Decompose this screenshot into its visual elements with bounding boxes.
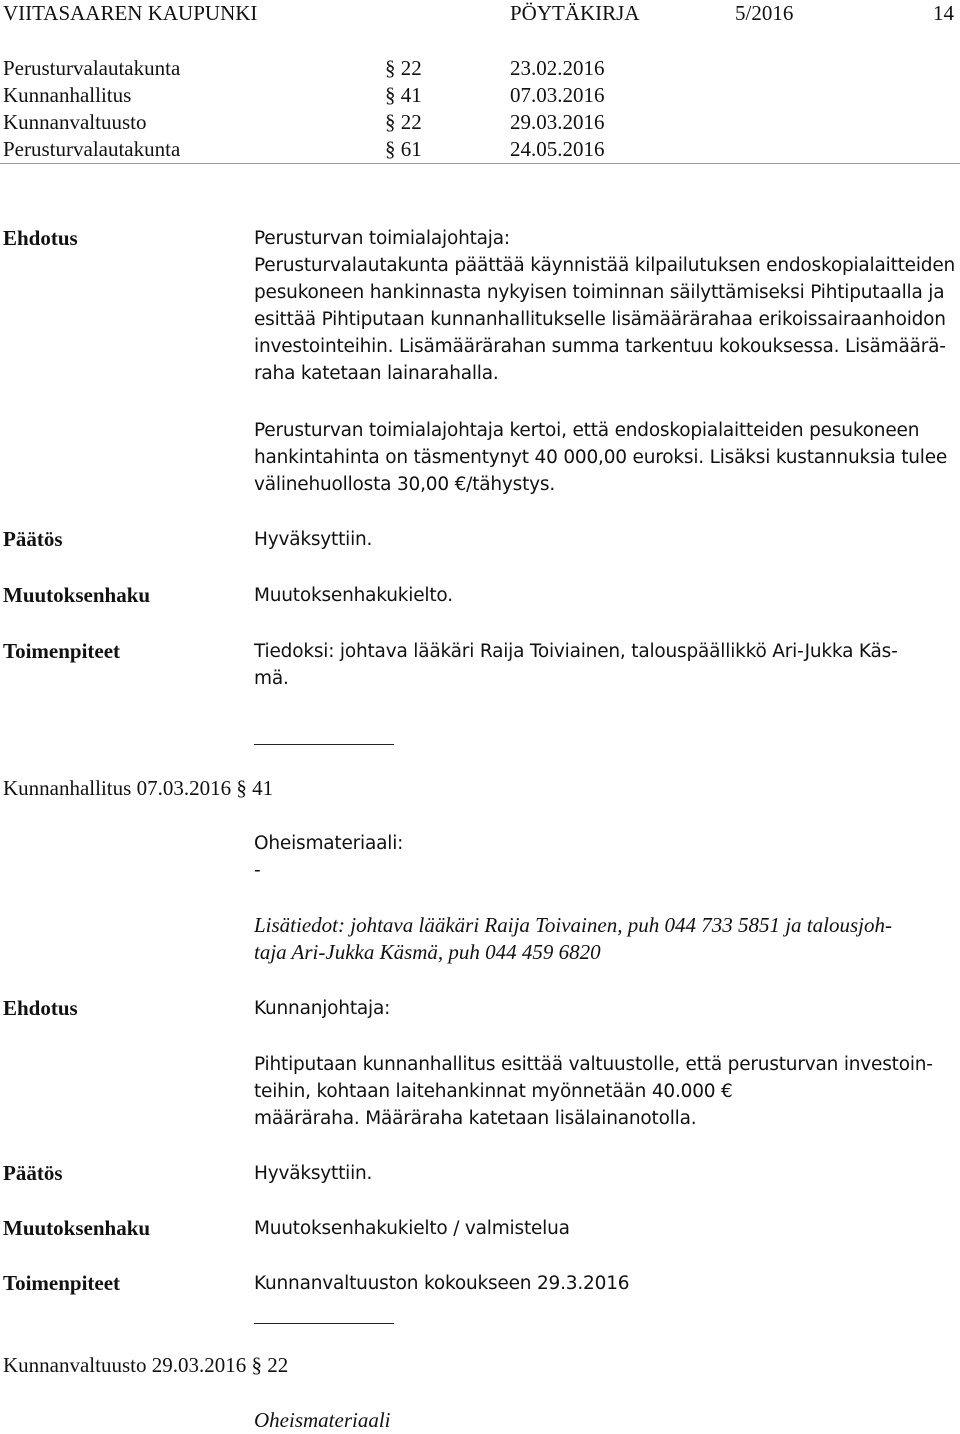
meeting-heading: Kunnanvaltuusto 29.03.2016 § 22	[3, 1353, 289, 1377]
actions-text: Kunnanvaltuuston kokoukseen 29.3.2016	[254, 1273, 630, 1294]
attachments-label: Oheismateriaali:	[254, 833, 404, 854]
ehdotus-label: Ehdotus	[3, 996, 78, 1020]
muutoksenhaku-label: Muutoksenhaku	[3, 583, 151, 607]
paatos-label: Päätös	[3, 527, 63, 551]
section-end-line	[254, 1323, 394, 1324]
history-section: § 22	[385, 110, 422, 134]
history-date: 07.03.2016	[510, 83, 605, 107]
muutoksenhaku-label: Muutoksenhaku	[3, 1216, 151, 1240]
toimenpiteet-label: Toimenpiteet	[3, 1271, 121, 1295]
attachments-value: -	[254, 860, 261, 881]
info-line: Lisätiedot: johtava lääkäri Raija Toivainen, puh 044 733 5851 ja talousjoh-	[254, 913, 892, 937]
actions-line: Tiedoksi: johtava lääkäri Raija Toiviainen, talouspäällikkö Ari-Jukka Käs-	[254, 641, 898, 662]
decision-text: Hyväksyttiin.	[254, 1163, 373, 1184]
history-date: 24.05.2016	[510, 137, 605, 161]
header-issue: 5/2016	[735, 1, 794, 25]
proposal-line: esittää Pihtiputaan kunnanhallitukselle lisämäärärahaa erikoissairaanhoidon	[254, 309, 946, 330]
proposal-line: teihin, kohtaan laitehankinnat myönnetään 40.000 €	[254, 1081, 733, 1102]
note-line: Perusturvan toimialajohtaja kertoi, että endoskopialaitteiden pesukoneen	[254, 420, 920, 441]
history-body: Perusturvalautakunta	[3, 137, 181, 161]
appeal-text: Muutoksenhakukielto / valmistelua	[254, 1218, 570, 1239]
ehdotus-label: Ehdotus	[3, 226, 78, 250]
section-end-line	[254, 744, 394, 745]
actions-line: mä.	[254, 668, 289, 689]
proposal-line: pesukoneen hankinnasta nykyisen toiminnan säilyttämiseksi Pihtiputaalla ja	[254, 282, 945, 303]
note-line: hankintahinta on täsmentynyt 40 000,00 euroksi. Lisäksi kustannuksia tulee	[254, 447, 948, 468]
attachments-label: Oheismateriaali	[254, 1408, 391, 1432]
proposer: Perusturvan toimialajohtaja:	[254, 228, 510, 249]
toimenpiteet-label: Toimenpiteet	[3, 639, 121, 663]
header-org: VIITASAAREN KAUPUNKI	[3, 1, 258, 25]
paatos-label: Päätös	[3, 1161, 63, 1185]
history-body: Kunnanvaltuusto	[3, 110, 147, 134]
note-line: välinehuollosta 30,00 €/tähystys.	[254, 474, 556, 495]
history-divider	[0, 163, 960, 164]
info-line: taja Ari-Jukka Käsmä, puh 044 459 6820	[254, 940, 601, 964]
history-section: § 41	[385, 83, 422, 107]
history-section: § 61	[385, 137, 422, 161]
meeting-heading: Kunnanhallitus 07.03.2016 § 41	[3, 776, 274, 800]
decision-text: Hyväksyttiin.	[254, 529, 373, 550]
history-date: 23.02.2016	[510, 56, 605, 80]
proposal-line: raha katetaan lainarahalla.	[254, 363, 499, 384]
proposer: Kunnanjohtaja:	[254, 998, 391, 1019]
header-doc-type: PÖYTÄKIRJA	[510, 1, 640, 25]
history-section: § 22	[385, 56, 422, 80]
proposal-line: Pihtiputaan kunnanhallitus esittää valtuustolle, että perusturvan investoin-	[254, 1054, 933, 1075]
appeal-text: Muutoksenhakukielto.	[254, 585, 453, 606]
header-page-number: 14	[933, 1, 954, 25]
proposal-line: Perusturvalautakunta päättää käynnistää kilpailutuksen endoskopialaitteiden	[254, 255, 956, 276]
history-body: Perusturvalautakunta	[3, 56, 181, 80]
proposal-line: määräraha. Määräraha katetaan lisälainanotolla.	[254, 1108, 697, 1129]
proposal-line: investointeihin. Lisämäärärahan summa tarkentuu kokouksessa. Lisämäärä-	[254, 336, 946, 357]
history-date: 29.03.2016	[510, 110, 605, 134]
history-body: Kunnanhallitus	[3, 83, 132, 107]
